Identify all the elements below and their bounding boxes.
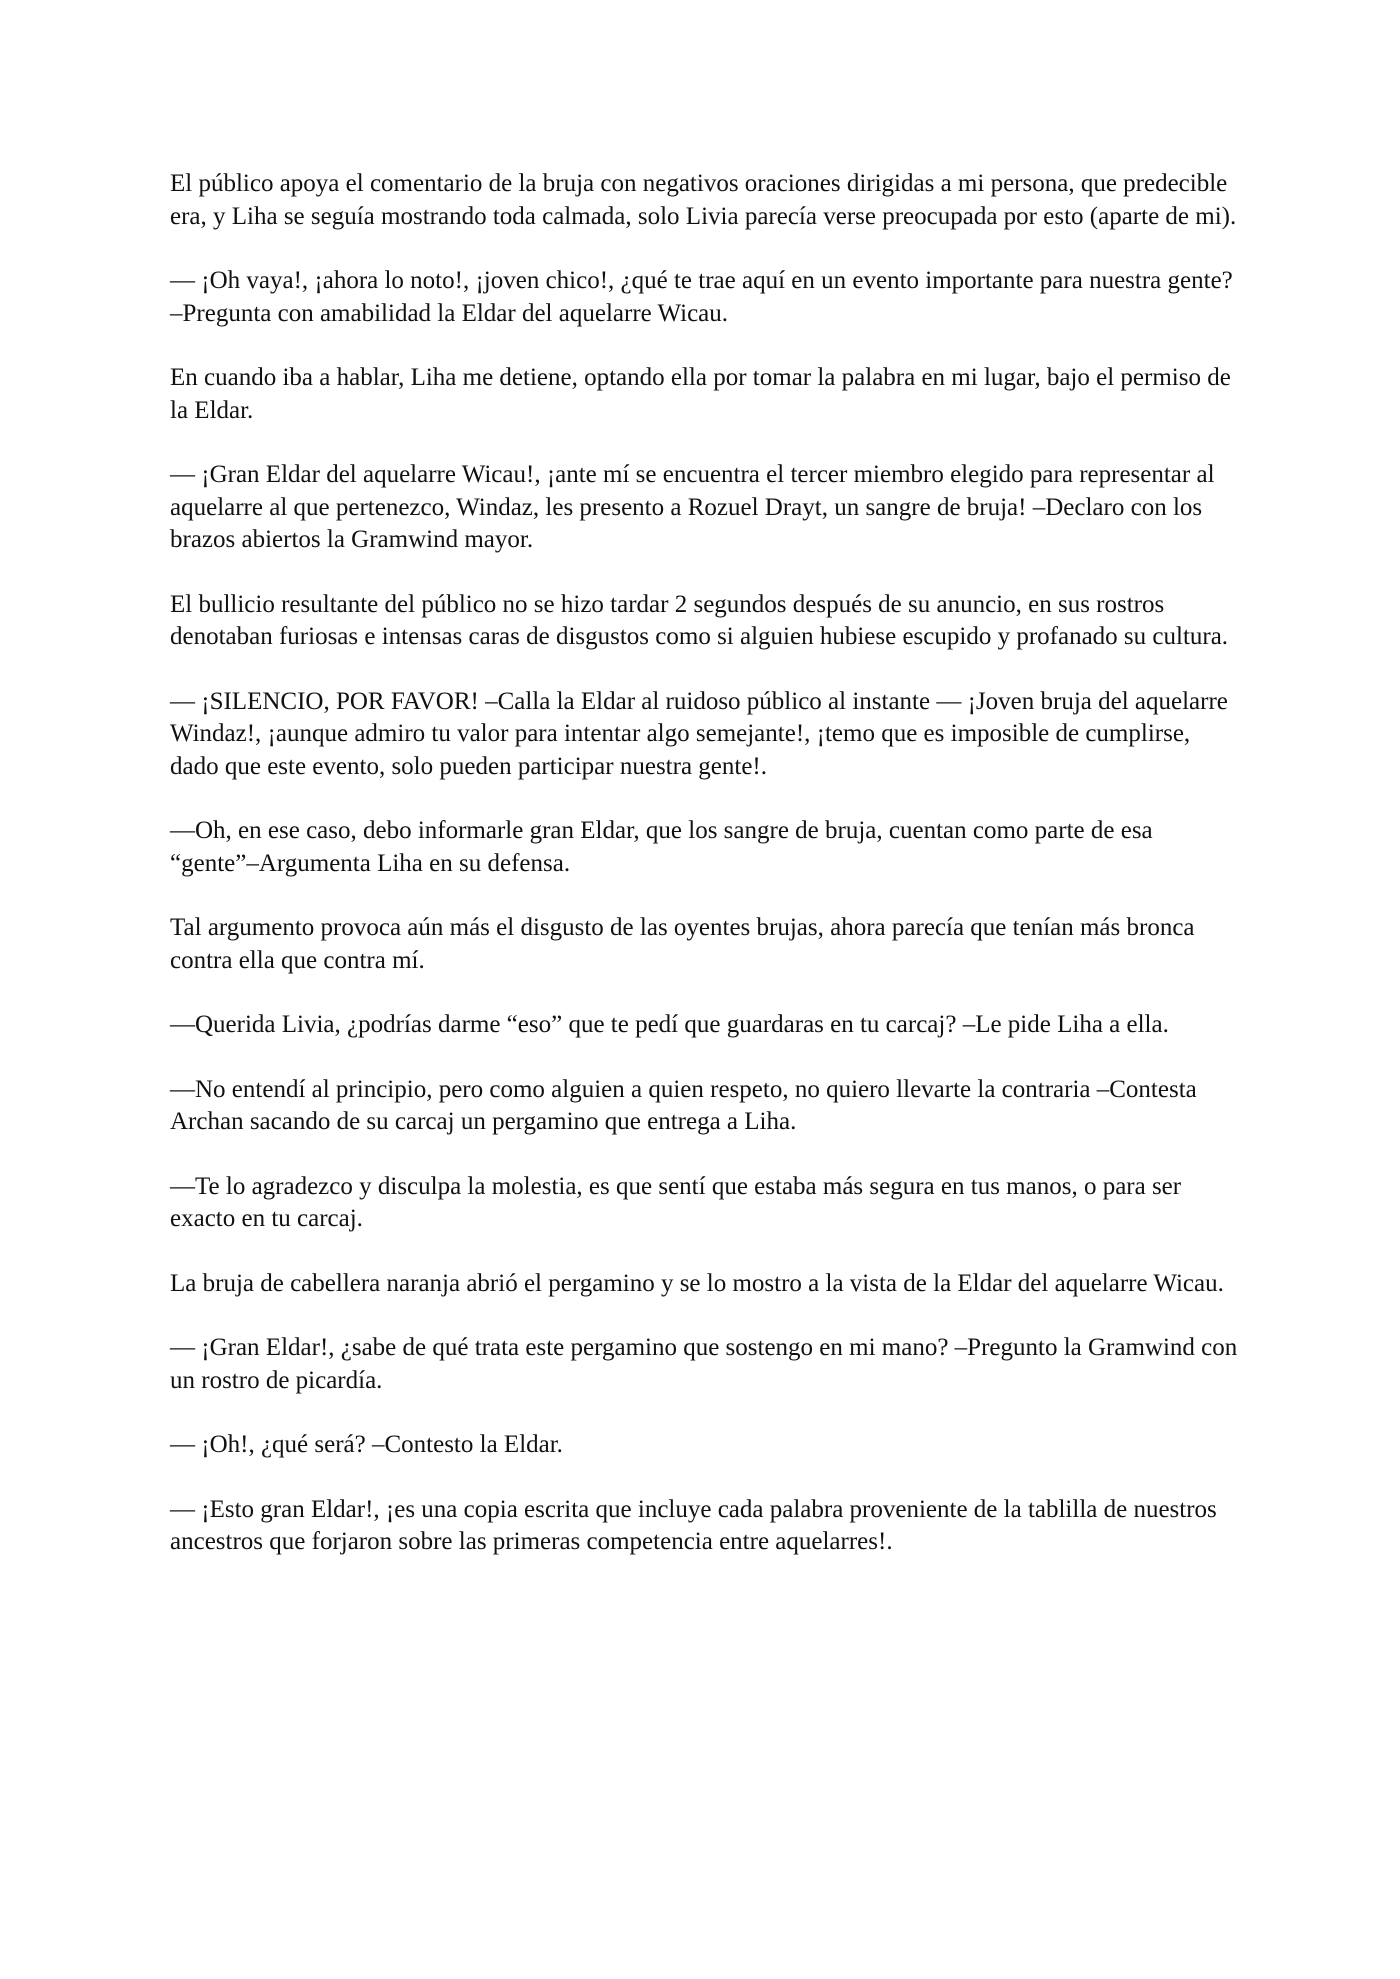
paragraph: —Te lo agradezco y disculpa la molestia, es que sentí que estaba más segura en tus manos, o para ser exacto en tu carcaj. [170,1172,1182,1232]
paragraph: La bruja de cabellera naranja abrió el pergamino y se lo mostro a la vista de la Eldar del aquelarre Wicau. [170,1269,1224,1297]
paragraph: — ¡Esto gran Eldar!, ¡es una copia escrita que incluye cada palabra proveniente de la tablilla de nuestros ancestros que forjaron sobre las primeras competencia entre aquelarres!. [170,1495,1217,1555]
paragraph: Tal argumento provoca aún más el disgusto de las oyentes brujas, ahora parecía que tenían más bronca contra ella que contra mí. [170,914,1195,974]
paragraph: —No entendí al principio, pero como alguien a quien respeto, no quiero llevarte la contraria –Contesta Archan sacando de su carcaj un pergamino que entrega a Liha. [170,1075,1197,1135]
paragraph: —Querida Livia, ¿podrías darme “eso” que te pedí que guardaras en tu carcaj? –Le pide Liha a ella. [170,1011,1169,1038]
paragraph: — ¡Gran Eldar del aquelarre Wicau!, ¡ante mí se encuentra el tercer miembro elegido para representar al aquelarre al que pertenezco, Windaz, les presento a Rozuel Drayt, un sangre de bruja! –Declaro con los brazos abiertos la Gramwind mayor. [170,461,1215,553]
paragraph: — ¡Gran Eldar!, ¿sabe de qué trata este pergamino que sostengo en mi mano? –Pregunto la Gramwind con un rostro de picardía. [170,1334,1238,1394]
paragraph: En cuando iba a hablar, Liha me detiene, optando ella por tomar la palabra en mi lugar, bajo el permiso de la Eldar. [170,364,1231,424]
paragraph: El bullicio resultante del público no se hizo tardar 2 segundos después de su anuncio, en sus rostros denotaban furiosas e intensas caras de disgustos como si alguien hubiese escupido y profanado su cultura. [170,590,1229,650]
document-page [170,168,1240,1591]
paragraph: El público apoya el comentario de la bruja con negativos oraciones dirigidas a mi persona, que predecible era, y Liha se seguía mostrando toda calmada, solo Livia parecía verse preocupada por esto (aparte de mi). [170,170,1237,230]
paragraph: — ¡SILENCIO, POR FAVOR! –Calla la Eldar al ruidoso público al instante — ¡Joven bruja del aquelarre Windaz!, ¡aunque admiro tu valor para intentar algo semejante!, ¡temo que es imposible de cumplirse, dado que este evento, solo pueden participar nuestra gente!. [170,687,1228,780]
paragraph: — ¡Oh!, ¿qué será? –Contesto la Eldar. [170,1431,563,1458]
paragraph: — ¡Oh vaya!, ¡ahora lo noto!, ¡joven chico!, ¿qué te trae aquí en un evento importante para nuestra gente? –Pregunta con amabilidad la Eldar del aquelarre Wicau. [170,267,1233,327]
paragraph: —Oh, en ese caso, debo informarle gran Eldar, que los sangre de bruja, cuentan como parte de esa “gente”–Argumenta Liha en su defensa. [170,817,1153,877]
